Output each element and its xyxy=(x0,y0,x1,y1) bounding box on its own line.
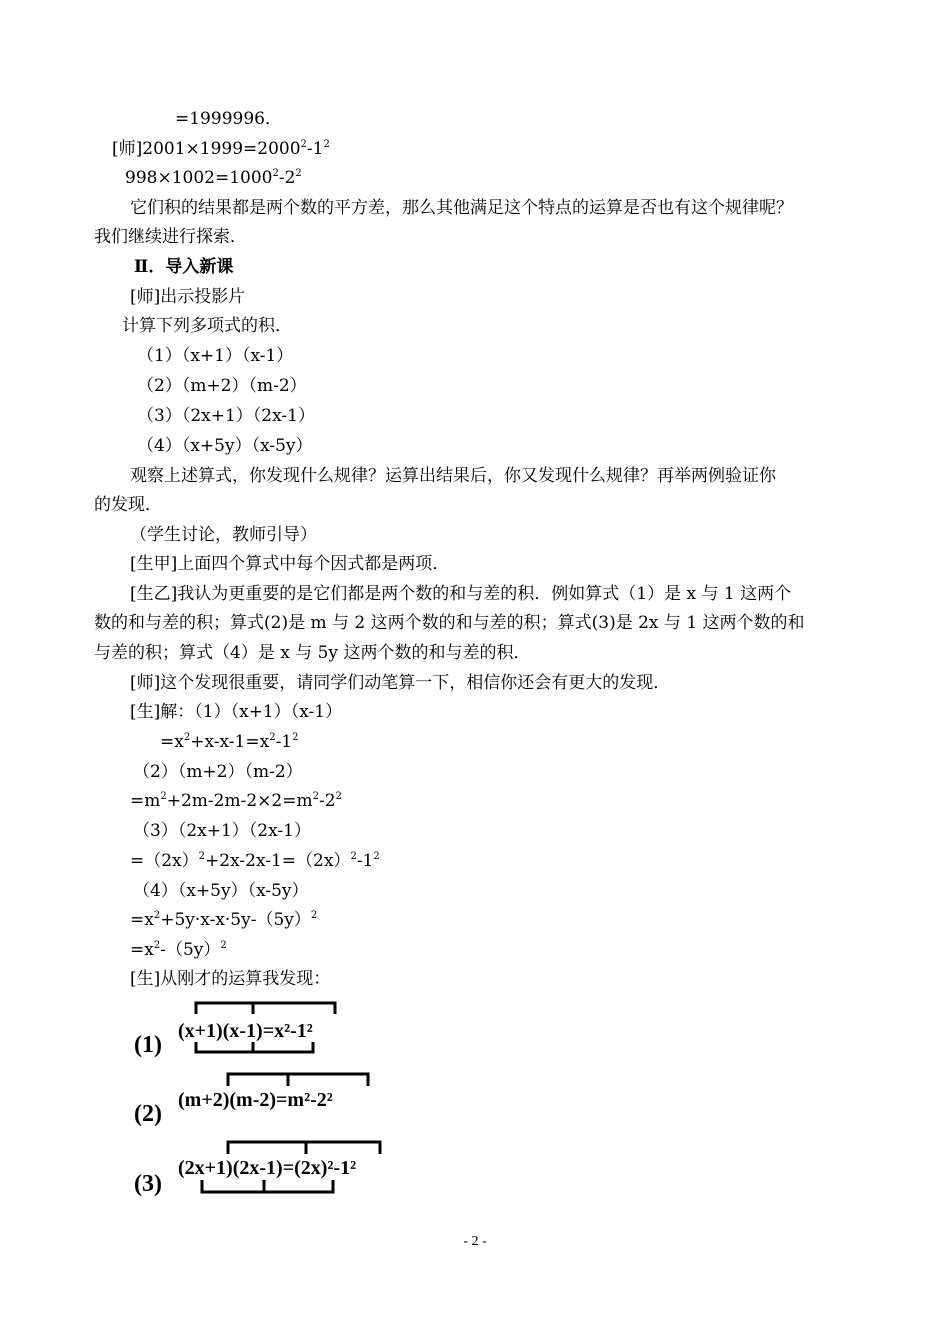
line-998x1002: $998\times 1002=1000^2-2^2$ xyxy=(125,168,302,188)
exercise-item: （1）（x+1）（x-1） xyxy=(137,346,294,366)
paragraph-line: 我们继续进行探索． xyxy=(94,227,247,247)
exercise-item: （4）（x+5y）（x-5y） xyxy=(133,881,309,901)
paragraph-line: [生]解：（1）（x+1）（x-1） xyxy=(130,702,343,722)
difference-of-squares-figure xyxy=(128,996,418,1206)
figure-row-expression: (m+2)(m-2)=m²-2² xyxy=(178,1089,333,1111)
paragraph-line: 观察上述算式，你发现什么规律？运算出结果后，你又发现什么规律？再举两例验证你 xyxy=(130,466,776,486)
paragraph-line: [师]这个发现很重要，请同学们动笔算一下，相信你还会有更大的发现． xyxy=(130,673,671,693)
paragraph-line: 与差的积；算式（4）是 x 与 5y 这两个数的和与差的积． xyxy=(94,643,531,663)
paragraph-line: [生]从刚才的运算我发现： xyxy=(130,969,331,989)
paragraph-line: 计算下列多项式的积． xyxy=(122,316,292,336)
figure-row-expression: (2x+1)(2x-1)=(2x)²-1² xyxy=(178,1157,357,1179)
paragraph-line: 的发现． xyxy=(94,495,162,515)
exercise-item: （2）（m+2）（m-2） xyxy=(133,762,303,782)
math-step: $=(2x)^2+2x-2x-1=(2x)^2-1^2$ xyxy=(130,851,380,871)
paragraph-line: 数的和与差的积；算式(2)是 m 与 2 这两个数的和与差的积；算式(3)是 2x 与 1 这两个数的和 xyxy=(94,613,805,633)
paragraph-line: [生乙]我认为更重要的是它们都是两个数的和与差的积．例如算式（1）是 x 与 1 这两个 xyxy=(130,584,792,604)
paragraph-line: 它们积的结果都是两个数的平方差，那么其他满足这个特点的运算是否也有这个规律呢？ xyxy=(130,198,793,218)
page-number: - 2 - xyxy=(463,1234,487,1249)
exercise-item: （2）（m+2）（m-2） xyxy=(137,376,307,396)
figure-row-1 xyxy=(134,1003,335,1058)
figure-row-label: (1) xyxy=(134,1032,162,1058)
math-step: $=m^2+2m-2m-2\times 2=m^2-2^2$ xyxy=(130,791,342,811)
math-step: $=x^2+x-x-1=x^2-1^2$ xyxy=(160,732,299,752)
exercise-item: （4）（x+5y）（x-5y） xyxy=(137,436,313,456)
figure-row-3 xyxy=(134,1142,380,1197)
paragraph-line: [师]出示投影片 xyxy=(130,287,246,307)
exercise-item: （3）（2x+1）（2x-1） xyxy=(133,821,311,841)
figure-row-label: (3) xyxy=(134,1171,162,1197)
figure-row-2 xyxy=(134,1074,368,1127)
line-result-1999996: =1999996． xyxy=(175,109,282,129)
math-step: $=x^2+5y\cdot x-x\cdot 5y-(5y)^2$ xyxy=(130,910,318,930)
exercise-item: （3）（2x+1）（2x-1） xyxy=(137,406,315,426)
section-heading: Ⅱ．导入新课 xyxy=(134,257,234,277)
line-teacher-2001x1999: [师]$2001\times 1999=2000^2-1^2$ xyxy=(112,139,330,159)
figure-row-label: (2) xyxy=(134,1101,162,1127)
paragraph-line: [生甲]上面四个算式中每个因式都是两项． xyxy=(130,554,450,574)
math-step: $=x^2-(5y)^2$ xyxy=(130,940,227,960)
figure-row-expression: (x+1)(x-1)=x²-1² xyxy=(178,1020,313,1042)
paragraph-line: （学生讨论，教师引导） xyxy=(130,525,317,545)
